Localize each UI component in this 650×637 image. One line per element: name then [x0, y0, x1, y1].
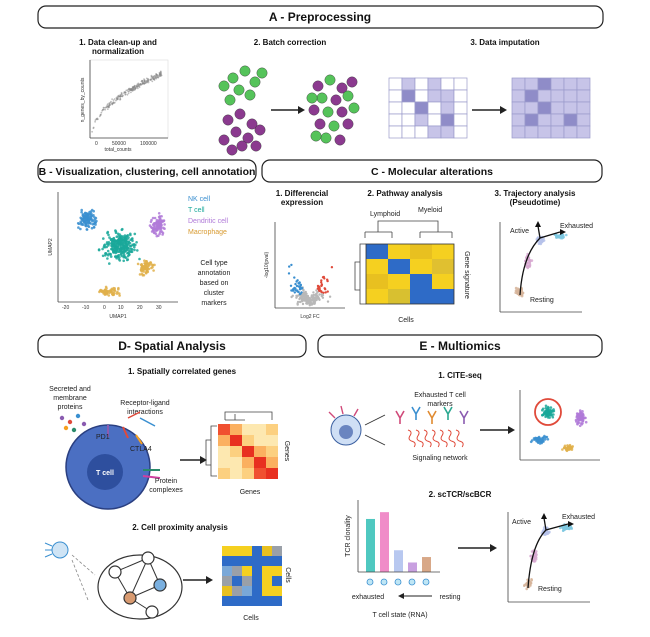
grid-cell: [538, 126, 551, 138]
heatmap-cell: [232, 546, 242, 556]
cell-icon: [367, 579, 373, 585]
heatmap-cell: [432, 274, 454, 289]
grid-cell: [551, 102, 564, 114]
heatmap-cell: [262, 546, 272, 556]
heatmap-cell: [366, 274, 388, 289]
genes-side-label: Genes: [283, 440, 290, 462]
legend-nk-cell: NK cell: [188, 196, 211, 203]
traj-active-label: Active: [510, 228, 530, 235]
cell-dot: [250, 77, 260, 87]
cell-dot: [227, 145, 237, 155]
heatmap-cell: [262, 556, 272, 566]
gene-signature-label: Gene signature: [463, 251, 470, 299]
grid-cell: [389, 102, 402, 114]
section-a-title: A - Preprocessing: [268, 10, 372, 24]
grid-cell: [441, 78, 454, 90]
grid-cell: [428, 102, 441, 114]
heatmap-cell: [230, 446, 242, 457]
grid-cell: [415, 78, 428, 90]
cells-label: Cells: [398, 317, 414, 324]
heatmap-cell: [262, 586, 272, 596]
grid-cell: [551, 126, 564, 138]
trajectory-plot-e: [508, 512, 595, 602]
grid-cell: [577, 78, 590, 90]
grid-cell: [441, 90, 454, 102]
cell-dot: [311, 131, 321, 141]
imputation-grid-after: [512, 78, 590, 138]
grid-cell: [402, 78, 415, 90]
c-step1-title-line1: 1. Differencial: [275, 189, 329, 198]
cell-dot: [225, 95, 235, 105]
umap-ylabel: UMAP2: [48, 238, 54, 256]
cell-dot: [347, 77, 357, 87]
section-e-title: E - Multiomics: [419, 339, 501, 353]
heatmap-cell: [242, 566, 252, 576]
cell-icon: [395, 579, 401, 585]
heatmap-cell: [266, 457, 278, 468]
heatmap-cell: [266, 468, 278, 479]
rna-strand: [406, 429, 416, 447]
rna-strand: [438, 429, 448, 447]
heatmap-cell: [218, 457, 230, 468]
antibody-icon: [460, 411, 468, 424]
grid-cell: [428, 90, 441, 102]
heatmap-cell: [432, 244, 454, 259]
cell-proximity-network: [45, 542, 182, 619]
cell-dot: [235, 109, 245, 119]
exhausted-markers-label: markers: [427, 401, 453, 408]
heatmap-cell: [232, 556, 242, 566]
heatmap-cell: [242, 586, 252, 596]
traj-exhausted-label: Exhausted: [560, 223, 594, 230]
a-step3-title: 3. Data imputation: [470, 38, 540, 47]
heatmap-cell: [252, 556, 262, 566]
a-step1-title-line2: normalization: [91, 47, 145, 56]
heatmap-cell: [242, 468, 254, 479]
qc-xtick-2: 100000: [140, 141, 157, 147]
protein-dot: [64, 426, 68, 430]
rna-strand: [446, 429, 456, 447]
heatmap-cell: [266, 435, 278, 446]
cell-dot: [255, 125, 265, 135]
tcr-ylabel: TCR clonality: [345, 515, 352, 557]
heatmap-cell: [232, 566, 242, 576]
umap-xtick: -20: [62, 305, 70, 311]
volcano-ylabel: -log10(pval): [264, 251, 270, 279]
t-cell-label: T cell: [96, 470, 114, 477]
rna-strand: [430, 429, 440, 447]
grid-cell: [512, 114, 525, 126]
heatmap-cell: [272, 586, 282, 596]
grid-cell: [454, 126, 467, 138]
rna-strand: [414, 429, 424, 447]
grid-cell: [428, 78, 441, 90]
d-step1-title: 1. Spatially correlated genes: [127, 367, 237, 376]
heatmap-cell: [366, 289, 388, 304]
grid-cell: [577, 102, 590, 114]
exhausted-markers-label: Exhausted T cell: [414, 392, 466, 399]
heatmap-cell: [410, 244, 432, 259]
a-step2-title: 2. Batch correction: [253, 38, 327, 47]
rna-strand: [422, 429, 432, 447]
heatmap-cell: [252, 546, 262, 556]
grid-cell: [512, 102, 525, 114]
heatmap-cell: [254, 435, 266, 446]
protein-dot: [60, 416, 64, 420]
cell-dot: [223, 115, 233, 125]
heatmap-cell: [222, 576, 232, 586]
cell-dot: [321, 133, 331, 143]
arrow-icon: [180, 456, 207, 464]
grid-cell: [577, 126, 590, 138]
traje-resting-label: Resting: [538, 586, 562, 593]
rna-squiggles: [406, 429, 464, 447]
cell-dot: [237, 141, 247, 151]
grid-cell: [402, 126, 415, 138]
cell-dot: [309, 105, 319, 115]
grid-cell: [577, 114, 590, 126]
genes-bottom-label: Genes: [239, 489, 261, 496]
heatmap-cell: [266, 446, 278, 457]
cell-dot: [313, 81, 323, 91]
heatmap-cell: [222, 566, 232, 576]
grid-cell: [415, 114, 428, 126]
heatmap-cell: [262, 576, 272, 586]
cell-dot: [343, 119, 353, 129]
heatmap-cell: [254, 457, 266, 468]
heatmap-cell: [232, 586, 242, 596]
antibody-icon: [412, 407, 420, 420]
grid-cell: [389, 126, 402, 138]
heatmap-cell: [366, 259, 388, 274]
grid-cell: [428, 114, 441, 126]
grid-cell: [415, 126, 428, 138]
ctla4-label: CTLA4: [130, 446, 152, 453]
grid-cell: [512, 90, 525, 102]
traj-resting-label: Resting: [530, 297, 554, 304]
heatmap-cell: [252, 596, 262, 606]
qc-xtick-1: 50000: [112, 141, 126, 147]
cell-dot: [228, 73, 238, 83]
grid-cell: [428, 126, 441, 138]
c-step3-title-line2: (Pseudotime): [509, 198, 561, 207]
cell-dot: [325, 75, 335, 85]
grid-cell: [525, 114, 538, 126]
umap-xtick: 10: [118, 305, 124, 311]
volcano-plot: [264, 222, 345, 320]
cell-dot: [240, 66, 250, 76]
tcr-clonality-bar-chart: [345, 500, 461, 619]
heatmap-cell: [242, 546, 252, 556]
arrow-icon: [458, 544, 497, 552]
scatter-plot-qc: [80, 60, 168, 153]
section-b-title: B - Visualization, clustering, cell annotation: [38, 166, 256, 178]
grid-cell: [402, 114, 415, 126]
section-c-title: C - Molecular alterations: [371, 166, 493, 178]
umap-xtick: 20: [137, 305, 143, 311]
qc-xtick-0: 0: [95, 141, 98, 147]
heatmap-cell: [366, 244, 388, 259]
heatmap-cell: [230, 435, 242, 446]
heatmap-cell: [242, 446, 254, 457]
grid-cell: [538, 114, 551, 126]
heatmap-cell: [242, 435, 254, 446]
heatmap-cell: [254, 446, 266, 457]
grid-cell: [454, 90, 467, 102]
cells-side-label: Cells: [284, 567, 291, 583]
annotation-note: Cell type: [200, 260, 228, 267]
secreted-label: membrane: [53, 395, 87, 402]
section-d-title: D- Spatial Analysis: [118, 339, 226, 353]
heatmap-cell: [254, 468, 266, 479]
cell-dot: [343, 91, 353, 101]
antibody-icon: [444, 407, 452, 420]
genes-heatmap: [218, 424, 278, 479]
legend-t-cell: T cell: [188, 207, 205, 214]
grid-cell: [551, 90, 564, 102]
cell-dot: [349, 103, 359, 113]
grid-cell: [454, 78, 467, 90]
cell-dot: [219, 135, 229, 145]
heatmap-cell: [272, 556, 282, 566]
grid-cell: [564, 78, 577, 90]
heatmap-cell: [410, 259, 432, 274]
heatmap-cell: [242, 424, 254, 435]
heatmap-cell: [432, 259, 454, 274]
batch-after-cluster: [307, 75, 359, 145]
heatmap-cell: [242, 556, 252, 566]
annotation-note: annotation: [197, 270, 231, 277]
heatmap-cell: [266, 424, 278, 435]
cell-dot: [315, 119, 325, 129]
protein-label: complexes: [149, 487, 183, 494]
grid-cell: [402, 102, 415, 114]
heatmap-cell: [262, 596, 272, 606]
c-step2-title: 2. Pathway analysis: [367, 189, 443, 198]
legend-macrophage: Macrophage: [188, 229, 227, 236]
grid-cell: [525, 126, 538, 138]
arrow-icon: [480, 426, 515, 434]
heatmap-cell: [272, 576, 282, 586]
tcr-resting-label: resting: [439, 594, 461, 601]
heatmap-cell: [388, 244, 410, 259]
secreted-label: proteins: [57, 404, 83, 411]
antibody-icon: [396, 411, 404, 424]
grid-cell: [441, 102, 454, 114]
umap-clusters: [48, 192, 178, 320]
heatmap-cell: [252, 566, 262, 576]
grid-cell: [415, 90, 428, 102]
grid-cell: [525, 90, 538, 102]
myeloid-label: Myeloid: [418, 207, 443, 214]
cell-dot: [219, 81, 229, 91]
grid-cell: [538, 78, 551, 90]
arrow-icon: [271, 106, 305, 114]
heatmap-cell: [252, 576, 262, 586]
batch-before-cluster: [219, 66, 267, 155]
secreted-label: Secreted and: [49, 386, 91, 393]
heatmap-cell: [388, 259, 410, 274]
umap-xtick: -10: [82, 305, 90, 311]
heatmap-cell: [222, 546, 232, 556]
heatmap-cell: [218, 468, 230, 479]
grid-cell: [551, 78, 564, 90]
tcr-bar: [380, 512, 389, 572]
cite-seq-cell-illustration: [329, 406, 361, 445]
cell-dot: [245, 90, 255, 100]
cell-dot: [231, 127, 241, 137]
heatmap-cell: [232, 596, 242, 606]
cell-dot: [257, 68, 267, 78]
cells-heatmap: [222, 546, 282, 606]
grid-cell: [538, 102, 551, 114]
heatmap-cell: [230, 457, 242, 468]
trajectory-plot: [500, 221, 593, 312]
cell-icon: [381, 579, 387, 585]
grid-cell: [402, 90, 415, 102]
heatmap-cell: [242, 596, 252, 606]
grid-cell: [415, 102, 428, 114]
receptor-label: interactions: [127, 409, 163, 416]
antibody-markers: [396, 407, 468, 424]
cell-dot: [329, 121, 339, 131]
e-step1-title: 1. CITE-seq: [438, 371, 482, 380]
grid-cell: [577, 90, 590, 102]
a-step1-title-line1: 1. Data clean-up and: [79, 38, 157, 47]
heatmap-cell: [222, 556, 232, 566]
protein-dot: [68, 420, 72, 424]
cell-dot: [307, 93, 317, 103]
cell-dot: [234, 85, 244, 95]
heatmap-cell: [254, 424, 266, 435]
heatmap-cell: [218, 446, 230, 457]
tcr-bar: [408, 562, 417, 572]
protein-dot: [72, 428, 76, 432]
tcr-exhausted-label: exhausted: [351, 594, 385, 601]
e-step2-title: 2. scTCR/scBCR: [428, 490, 492, 499]
heatmap-cell: [230, 468, 242, 479]
heatmap-cell: [218, 424, 230, 435]
protein-label: Protein: [154, 478, 178, 485]
grid-cell: [525, 102, 538, 114]
grid-cell: [441, 114, 454, 126]
d-step2-title: 2. Cell proximity analysis: [132, 523, 228, 532]
cell-icon: [409, 579, 415, 585]
umap-xlabel: UMAP1: [109, 314, 127, 320]
heatmap-cell: [388, 289, 410, 304]
heatmap-cell: [222, 596, 232, 606]
grid-cell: [389, 90, 402, 102]
heatmap-cell: [222, 586, 232, 596]
cell-dot: [335, 135, 345, 145]
grid-cell: [389, 114, 402, 126]
cell-dot: [331, 95, 341, 105]
annotation-note: cluster: [203, 290, 225, 297]
protein-dot: [82, 422, 86, 426]
heatmap-cell: [252, 586, 262, 596]
traje-exhausted-label: Exhausted: [562, 514, 596, 521]
heatmap-cell: [272, 546, 282, 556]
tcr-bar: [366, 519, 375, 572]
cell-dot: [337, 107, 347, 117]
protein-dot: [76, 414, 80, 418]
heatmap-cell: [232, 576, 242, 586]
heatmap-cell: [242, 457, 254, 468]
qc-ylabel: n_genes_by_counts: [80, 77, 86, 123]
arrow-icon: [183, 576, 213, 584]
grid-cell: [454, 114, 467, 126]
volcano-xlabel: Log2 FC: [300, 314, 320, 320]
pathway-heatmap: [366, 244, 454, 304]
tcr-bar: [422, 557, 431, 572]
grid-cell: [564, 90, 577, 102]
cell-dot: [251, 141, 261, 151]
heatmap-cell: [272, 596, 282, 606]
grid-cell: [551, 114, 564, 126]
antibody-icon: [428, 411, 436, 424]
heatmap-cell: [230, 424, 242, 435]
qc-xlabel: total_counts: [104, 147, 132, 153]
cells-bottom-label: Cells: [243, 615, 259, 622]
heatmap-cell: [262, 566, 272, 576]
t-cell-illustration: [60, 412, 160, 509]
heatmap-cell: [242, 576, 252, 586]
heatmap-cell: [388, 274, 410, 289]
cell-icon: [423, 579, 429, 585]
cell-dot: [323, 107, 333, 117]
arrow-icon: [472, 106, 507, 114]
cell-dot: [317, 93, 327, 103]
receptor-label: Receptor-ligand: [120, 400, 170, 407]
grid-cell: [441, 126, 454, 138]
grid-cell: [538, 90, 551, 102]
rna-strand: [454, 429, 464, 447]
grid-cell: [564, 114, 577, 126]
lymphoid-label: Lymphoid: [370, 211, 401, 218]
grid-cell: [454, 102, 467, 114]
tcr-state-label: T cell state (RNA): [372, 612, 428, 619]
grid-cell: [564, 126, 577, 138]
umap-xtick: 30: [156, 305, 162, 311]
c-step3-title-line1: 3. Trajectory analysis: [494, 189, 576, 198]
grid-cell: [512, 126, 525, 138]
signaling-network-label: Signaling network: [412, 455, 468, 462]
heatmap-cell: [272, 566, 282, 576]
tcr-bar: [394, 550, 403, 572]
imputation-grid-before: [389, 78, 467, 138]
c-step1-title-line2: expression: [280, 198, 324, 207]
cite-seq-umap: [520, 390, 600, 460]
heatmap-cell: [410, 289, 432, 304]
annotation-note: based on: [199, 280, 229, 287]
grid-cell: [525, 78, 538, 90]
grid-cell: [564, 102, 577, 114]
umap-xtick: 0: [103, 305, 106, 311]
grid-cell: [389, 78, 402, 90]
annotation-note: markers: [201, 300, 227, 307]
heatmap-cell: [432, 289, 454, 304]
traje-active-label: Active: [512, 519, 532, 526]
legend-dendritic-cell: Dendritic cell: [188, 218, 229, 225]
heatmap-cell: [218, 435, 230, 446]
heatmap-cell: [410, 274, 432, 289]
grid-cell: [512, 78, 525, 90]
pd1-label: PD1: [96, 434, 110, 441]
